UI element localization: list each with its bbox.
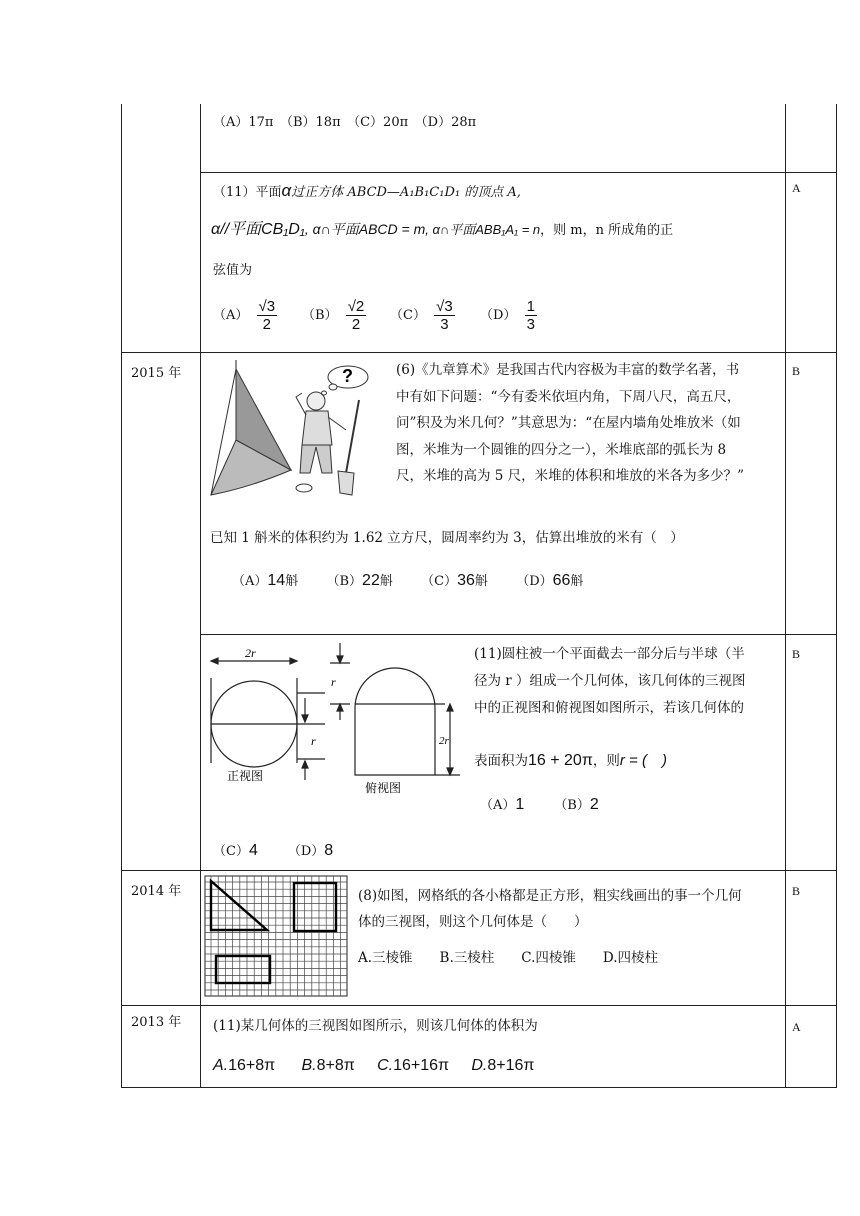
condition-parallel: α//平面CB₁D₁ xyxy=(211,221,305,238)
question-line: 表面积为16 + 20π，则r = ( ) xyxy=(474,752,667,769)
question-text-block xyxy=(474,641,784,722)
answer-cell: B xyxy=(792,364,801,378)
option-fraction: $\frac{√3}{2}$ xyxy=(258,298,276,333)
label-front-view: 正视图 xyxy=(227,769,264,783)
row-border xyxy=(200,634,837,635)
condition-intersect-m: , α∩平面ABCD = m xyxy=(304,221,426,237)
question-line xyxy=(213,178,521,206)
year-label: 2015 年 xyxy=(131,366,182,381)
options-line: A.三棱锥 B.三棱柱 C.四棱锥 D.四棱柱 xyxy=(358,950,659,966)
question-line: 图，米堆为一个圆锥的四分之一），米堆底部的弧长为 8 xyxy=(396,441,727,458)
question-number: （11）平面 xyxy=(213,185,282,200)
option-c xyxy=(390,292,459,340)
option-fraction: $\frac{√2}{2}$ xyxy=(347,298,365,333)
question-line: 中有如下问题：“今有委米依垣内角，下周八尺，高五尺， xyxy=(396,388,741,405)
year-label: 2013 年 xyxy=(131,1015,182,1030)
rice-pile-illustration xyxy=(206,355,391,500)
option-c: C.16+16π xyxy=(377,1057,450,1074)
question-text: ，则 m，n 所成角的正 xyxy=(540,223,674,238)
row-border xyxy=(121,870,837,871)
table-divider-col1 xyxy=(200,104,201,1088)
table-border-left xyxy=(121,104,122,1088)
option-b: B.8+8π xyxy=(301,1057,355,1074)
table-border-right xyxy=(836,104,837,1088)
option-d: D.8+16π xyxy=(471,1057,535,1074)
question-text-block xyxy=(358,883,783,935)
options-row: （C）4 （D）8 xyxy=(213,842,334,859)
label-r: r xyxy=(311,734,316,748)
label-r: r xyxy=(331,675,336,689)
label-2r: 2r xyxy=(245,646,256,660)
answer-cell: A xyxy=(792,1020,801,1034)
grid-three-view-figure xyxy=(204,875,348,997)
answer-cell: B xyxy=(792,884,801,898)
question-line: 已知 1 斛米的体积约为 1.62 立方尺，圆周率约为 3，估算出堆放的米有（ ） xyxy=(210,530,684,546)
question-line: 径为 r ）组成一个几何体，该几何体的三视图 xyxy=(474,673,746,689)
answer-cell: B xyxy=(792,647,801,661)
question-line: 尺，米堆的高为 5 尺，米堆的体积和堆放的米各为多少？” xyxy=(396,468,745,484)
option-a: （A）14斛 xyxy=(232,572,299,589)
option-label: （D） xyxy=(480,308,517,323)
table-border-bottom xyxy=(121,1087,837,1088)
options-row: （A）1 （B）2 xyxy=(480,796,599,813)
option-label: （C） xyxy=(390,308,426,323)
question-condition-line xyxy=(211,216,673,244)
year-label: 2014 年 xyxy=(131,884,182,899)
option-b: （B）22斛 xyxy=(326,572,393,589)
question-text-block xyxy=(396,357,784,490)
option-fraction: $\frac{√3}{3}$ xyxy=(436,298,453,333)
row-border xyxy=(121,352,837,353)
question-mark: ? xyxy=(342,366,353,386)
answer-cell: A xyxy=(792,181,801,195)
option-label: （A） xyxy=(213,308,249,323)
question-line: 弦值为 xyxy=(213,263,253,278)
option-d xyxy=(480,292,541,340)
question-line: (8)如图，网格纸的各小格都是正方形，粗实线画出的事一个几何 xyxy=(358,888,742,904)
options-line: （A）17π （B）18π （C）20π （D）28π xyxy=(213,115,477,130)
option-fraction: $\frac{1}{3}$ xyxy=(526,298,535,333)
question-line: (11)某几何体的三视图如图所示，则该几何体的体积为 xyxy=(213,1018,538,1034)
option-label: （B） xyxy=(302,308,338,323)
question-text: 过正方体 ABCD—A₁B₁C₁D₁ 的顶点 A, xyxy=(291,185,521,200)
options-row xyxy=(232,568,583,595)
question-line: 体的三视图，则这个几何体是（ ） xyxy=(358,914,588,930)
option-d: （D）66斛 xyxy=(516,572,584,589)
options-row xyxy=(213,1053,534,1080)
three-view-figure xyxy=(205,638,470,803)
row-border xyxy=(121,1005,837,1006)
condition-intersect-n: , α∩平面ABB₁A₁ = n xyxy=(425,222,541,237)
option-b xyxy=(302,292,370,340)
question-line: (6)《九章算术》是我国古代内容极为丰富的数学名著，书 xyxy=(396,362,740,378)
label-top-view: 俯视图 xyxy=(365,781,402,795)
row-border xyxy=(200,172,837,173)
question-line: 中的正视图和俯视图如图所示，若该几何体的 xyxy=(474,700,744,716)
question-line: 问”积及为米几何？”其意思为：“在屋内墙角处堆放米（如 xyxy=(396,415,741,431)
question-line: (11)圆柱被一个平面截去一部分后与半球（半 xyxy=(474,646,745,662)
option-c: （C）36斛 xyxy=(421,572,488,589)
option-a: A.16+8π xyxy=(213,1057,276,1074)
option-a xyxy=(213,292,281,340)
label-2r: 2r xyxy=(439,735,449,747)
table-divider-col2 xyxy=(785,104,786,1088)
alpha-symbol: α xyxy=(281,181,292,200)
